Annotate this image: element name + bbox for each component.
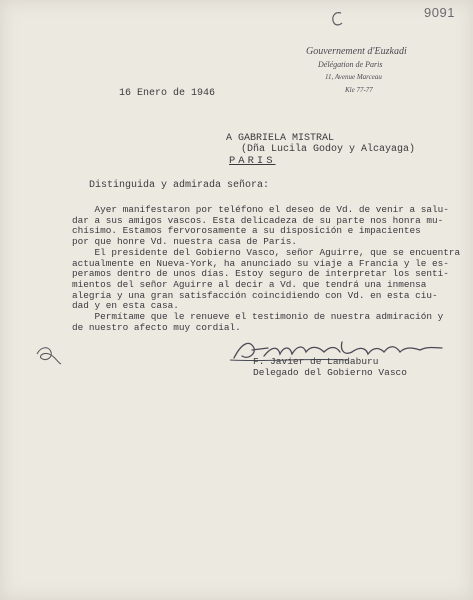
body-line: de nuestro afecto muy cordial. [72, 321, 241, 333]
letterhead-address: 11, Avenue Marceau [325, 73, 382, 81]
letterhead-dept: Délégation de Paris [318, 60, 383, 69]
recipient-city: PARIS [229, 155, 276, 167]
letter-date: 16 Enero de 1946 [119, 88, 216, 99]
letterhead-phone: Kle 77-77 [345, 86, 373, 94]
pencil-flourish-icon [33, 344, 63, 366]
recipient-line2: (Dña Lucila Godoy y Alcayaga) [241, 144, 416, 155]
body-line: peramos dentro de unos días. Estoy seguro de interpretar los senti- [72, 268, 449, 280]
body-line: alegría y una gran satisfacción coincidiendo con Vd. en esta ciu- [72, 289, 438, 301]
pencil-mark-icon [330, 10, 344, 28]
body-line: El presidente del Gobierno Vasco, señor Aguirre, que se encuentra [72, 246, 461, 258]
body-line: dad y en esta casa. [72, 300, 179, 312]
body-line: dar a sus amigos vascos. Esta delicadeza de su parte nos honra mu- [72, 214, 444, 226]
signature-title: Delegado del Gobierno Vasco [253, 367, 407, 378]
recipient-line1: A GABRIELA MISTRAL [226, 133, 335, 144]
body-line: por que honre Vd. nuestra casa de París. [72, 236, 298, 248]
body-line: Permítame que le renueve el testimonio de nuestra admiración y [72, 311, 444, 323]
archive-number: 9091 [424, 5, 455, 20]
body-line: Ayer manifestaron por teléfono el deseo de Vd. de venir a salu- [72, 204, 449, 215]
signature-name: F. Javier de Landaburu [253, 356, 379, 367]
body-line: chísimo. Estamos fervorosamente a su disposición e impacientes [72, 225, 421, 237]
letterhead-org: Gouvernement d'Euzkadi [306, 46, 407, 57]
greeting: Distinguida y admirada señora: [89, 180, 270, 191]
body-line: actualmente en Nueva-York, ha anunciado su viaje a Francia y le es- [72, 257, 449, 269]
letter-body [72, 204, 461, 333]
body-line: mientos del señor Aguirre al decir a Vd. que tendrá una inmensa [72, 278, 427, 290]
